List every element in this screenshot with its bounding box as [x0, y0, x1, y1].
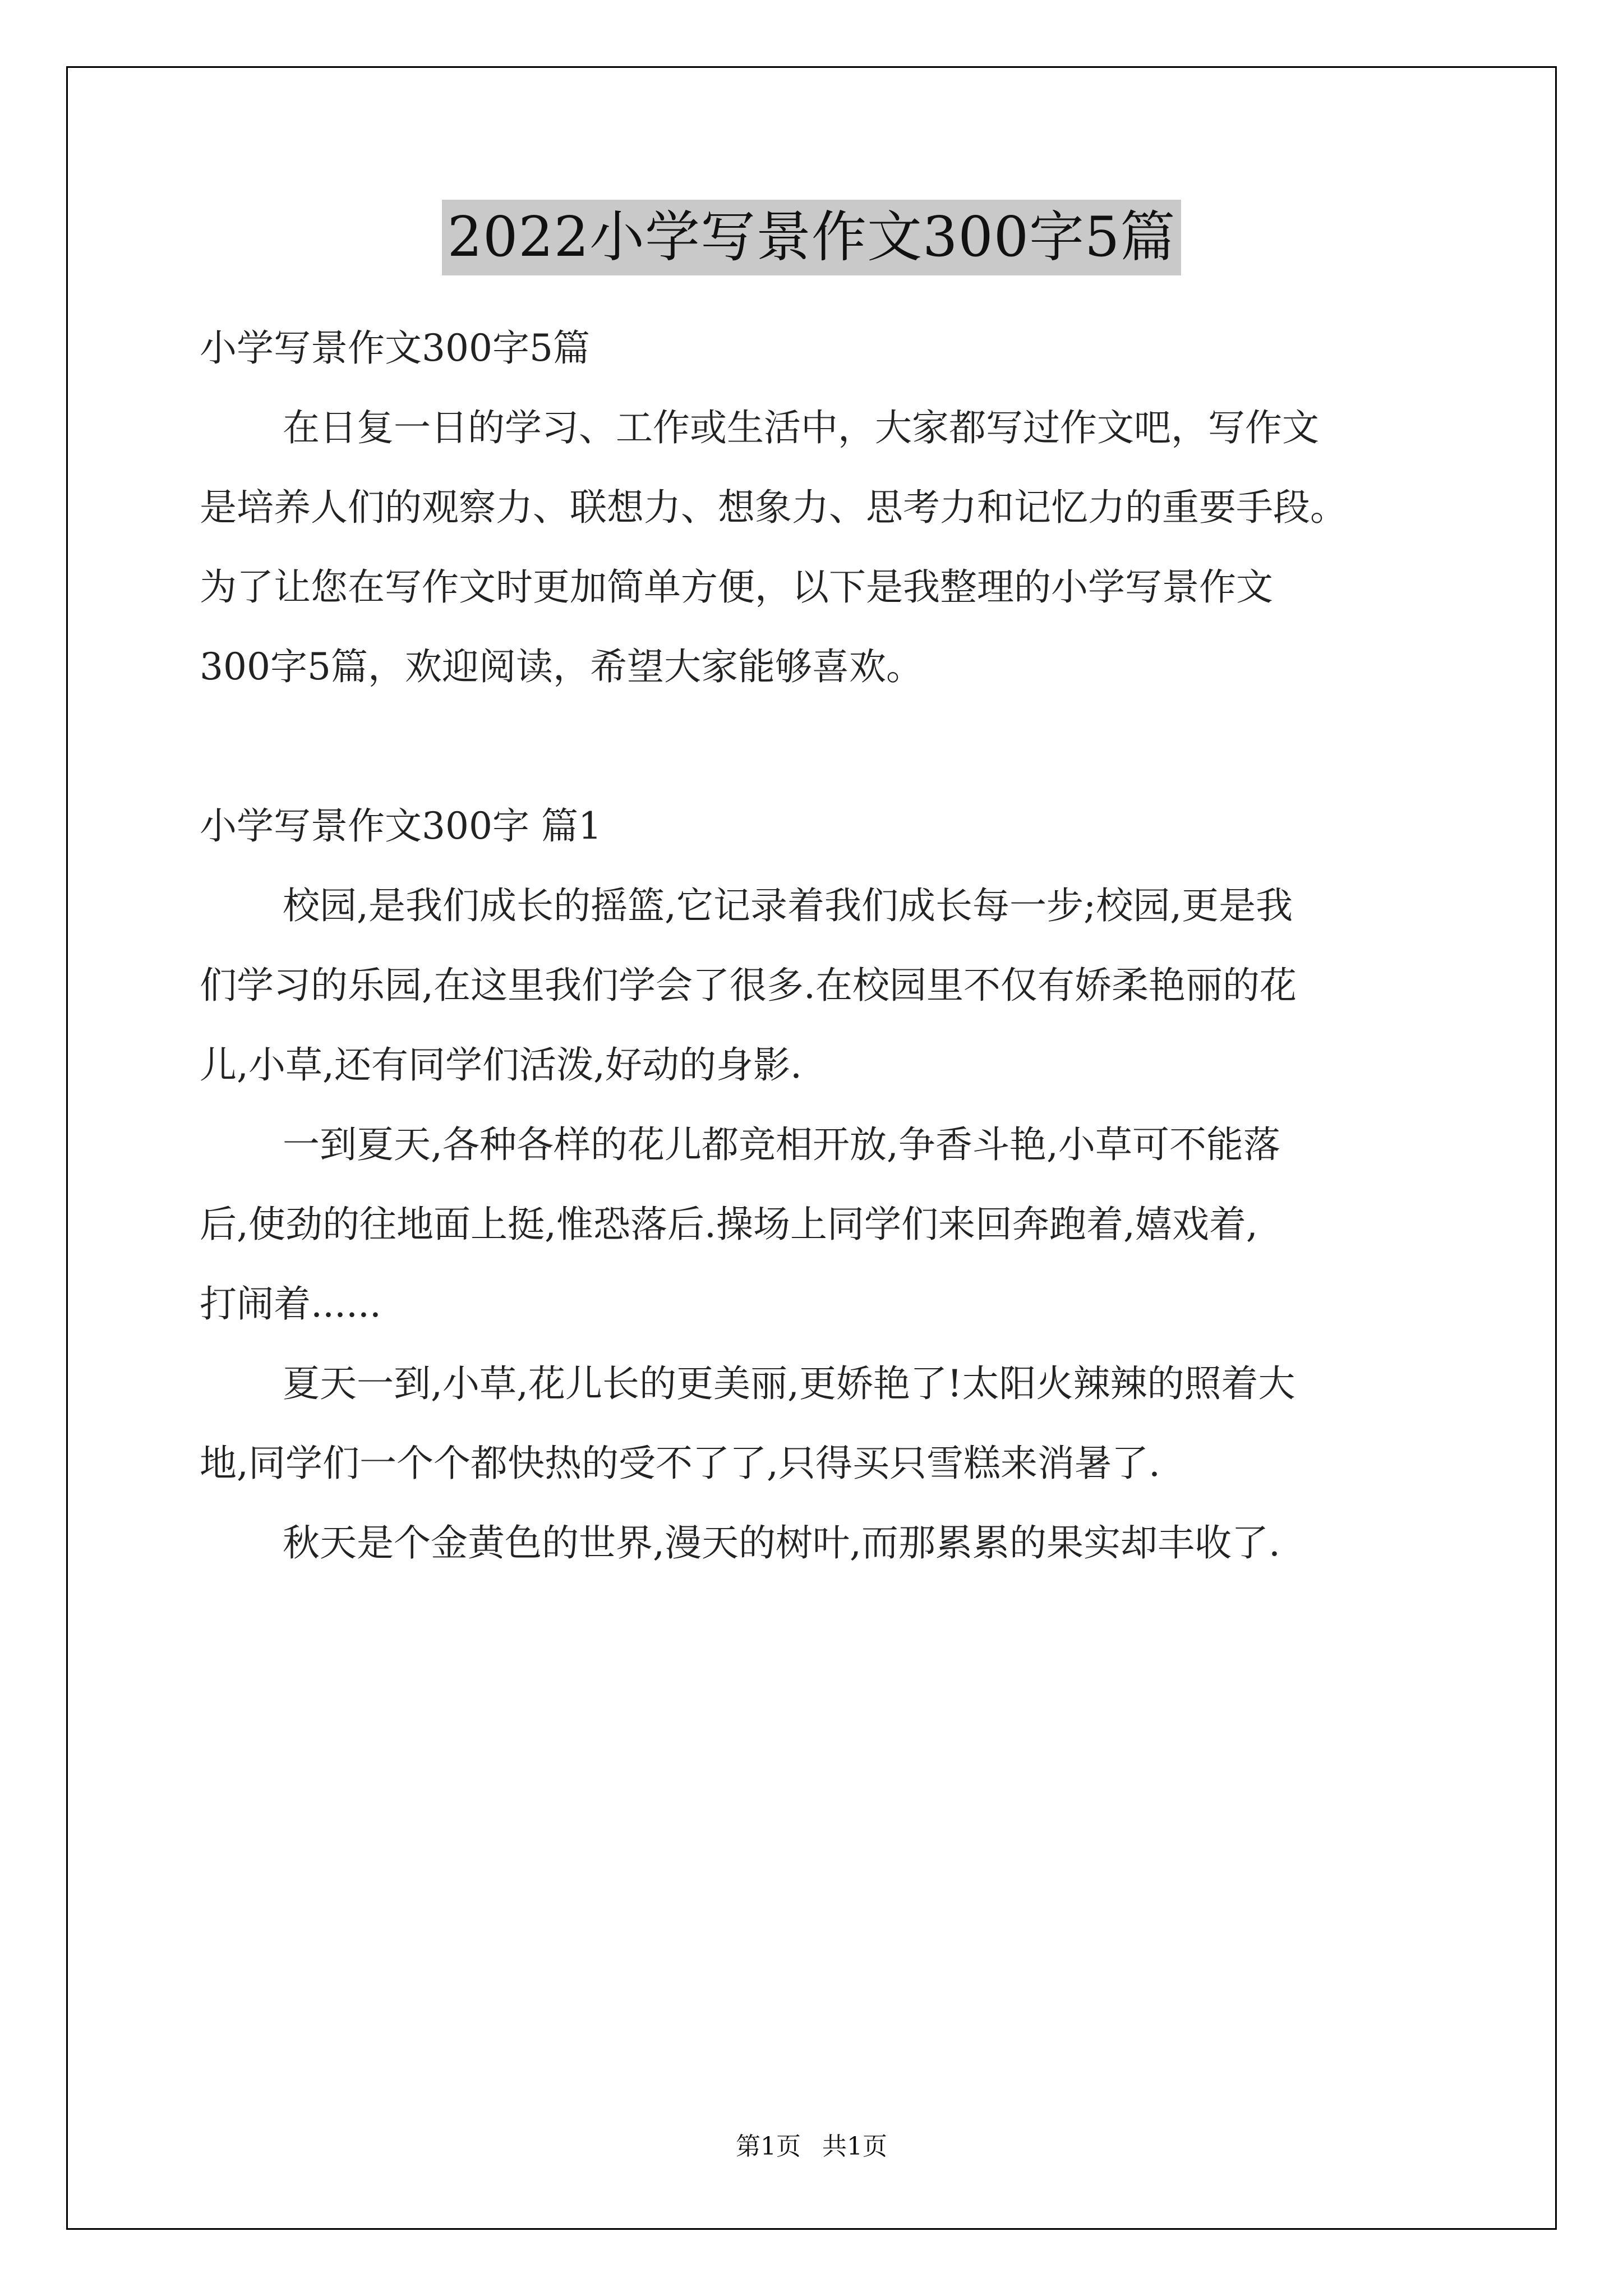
section-heading: 小学写景作文300字 篇1 — [200, 804, 602, 848]
body-line: 夏天一到,小草,花儿长的更美丽,更娇艳了!太阳火辣辣的照着大 — [283, 1362, 1295, 1405]
page-footer — [0, 2126, 1623, 2162]
intro-line: 在日复一日的学习、工作或生活中，大家都写过作文吧，写作文 — [283, 406, 1319, 449]
body-line: 地,同学们一个个都快热的受不了了,只得买只雪糕来消暑了. — [200, 1442, 1160, 1485]
body-line: 打闹着...... — [200, 1282, 381, 1326]
body-line: 校园,是我们成长的摇篮,它记录着我们成长每一步;校园,更是我 — [283, 884, 1293, 927]
body-line: 们学习的乐园,在这里我们学会了很多.在校园里不仅有娇柔艳丽的花 — [200, 964, 1297, 1007]
intro-line: 300字5篇，欢迎阅读，希望大家能够喜欢。 — [200, 645, 923, 688]
title-container — [0, 200, 1623, 275]
document-title: 2022小学写景作文300字5篇 — [442, 200, 1182, 275]
intro-subtitle: 小学写景作文300字5篇 — [200, 326, 590, 370]
body-line: 儿,小草,还有同学们活泼,好动的身影. — [200, 1043, 802, 1087]
body-line: 秋天是个金黄色的世界,漫天的树叶,而那累累的果实却丰收了. — [283, 1521, 1280, 1565]
paragraph-gap — [200, 707, 1445, 786]
intro-line: 是培养人们的观察力、联想力、想象力、思考力和记忆力的重要手段。 — [200, 486, 1347, 529]
body-line: 后,使劲的往地面上挺,惟恐落后.操场上同学们来回奔跑着,嬉戏着, — [200, 1203, 1258, 1246]
document-body — [200, 309, 1445, 1583]
intro-line: 为了让您在写作文时更加简单方便，以下是我整理的小学写景作文 — [200, 565, 1273, 609]
page-number: 第1页 — [736, 2132, 801, 2161]
body-line: 一到夏天,各种各样的花儿都竞相开放,争香斗艳,小草可不能落 — [283, 1123, 1280, 1166]
page-total: 共1页 — [822, 2132, 887, 2161]
